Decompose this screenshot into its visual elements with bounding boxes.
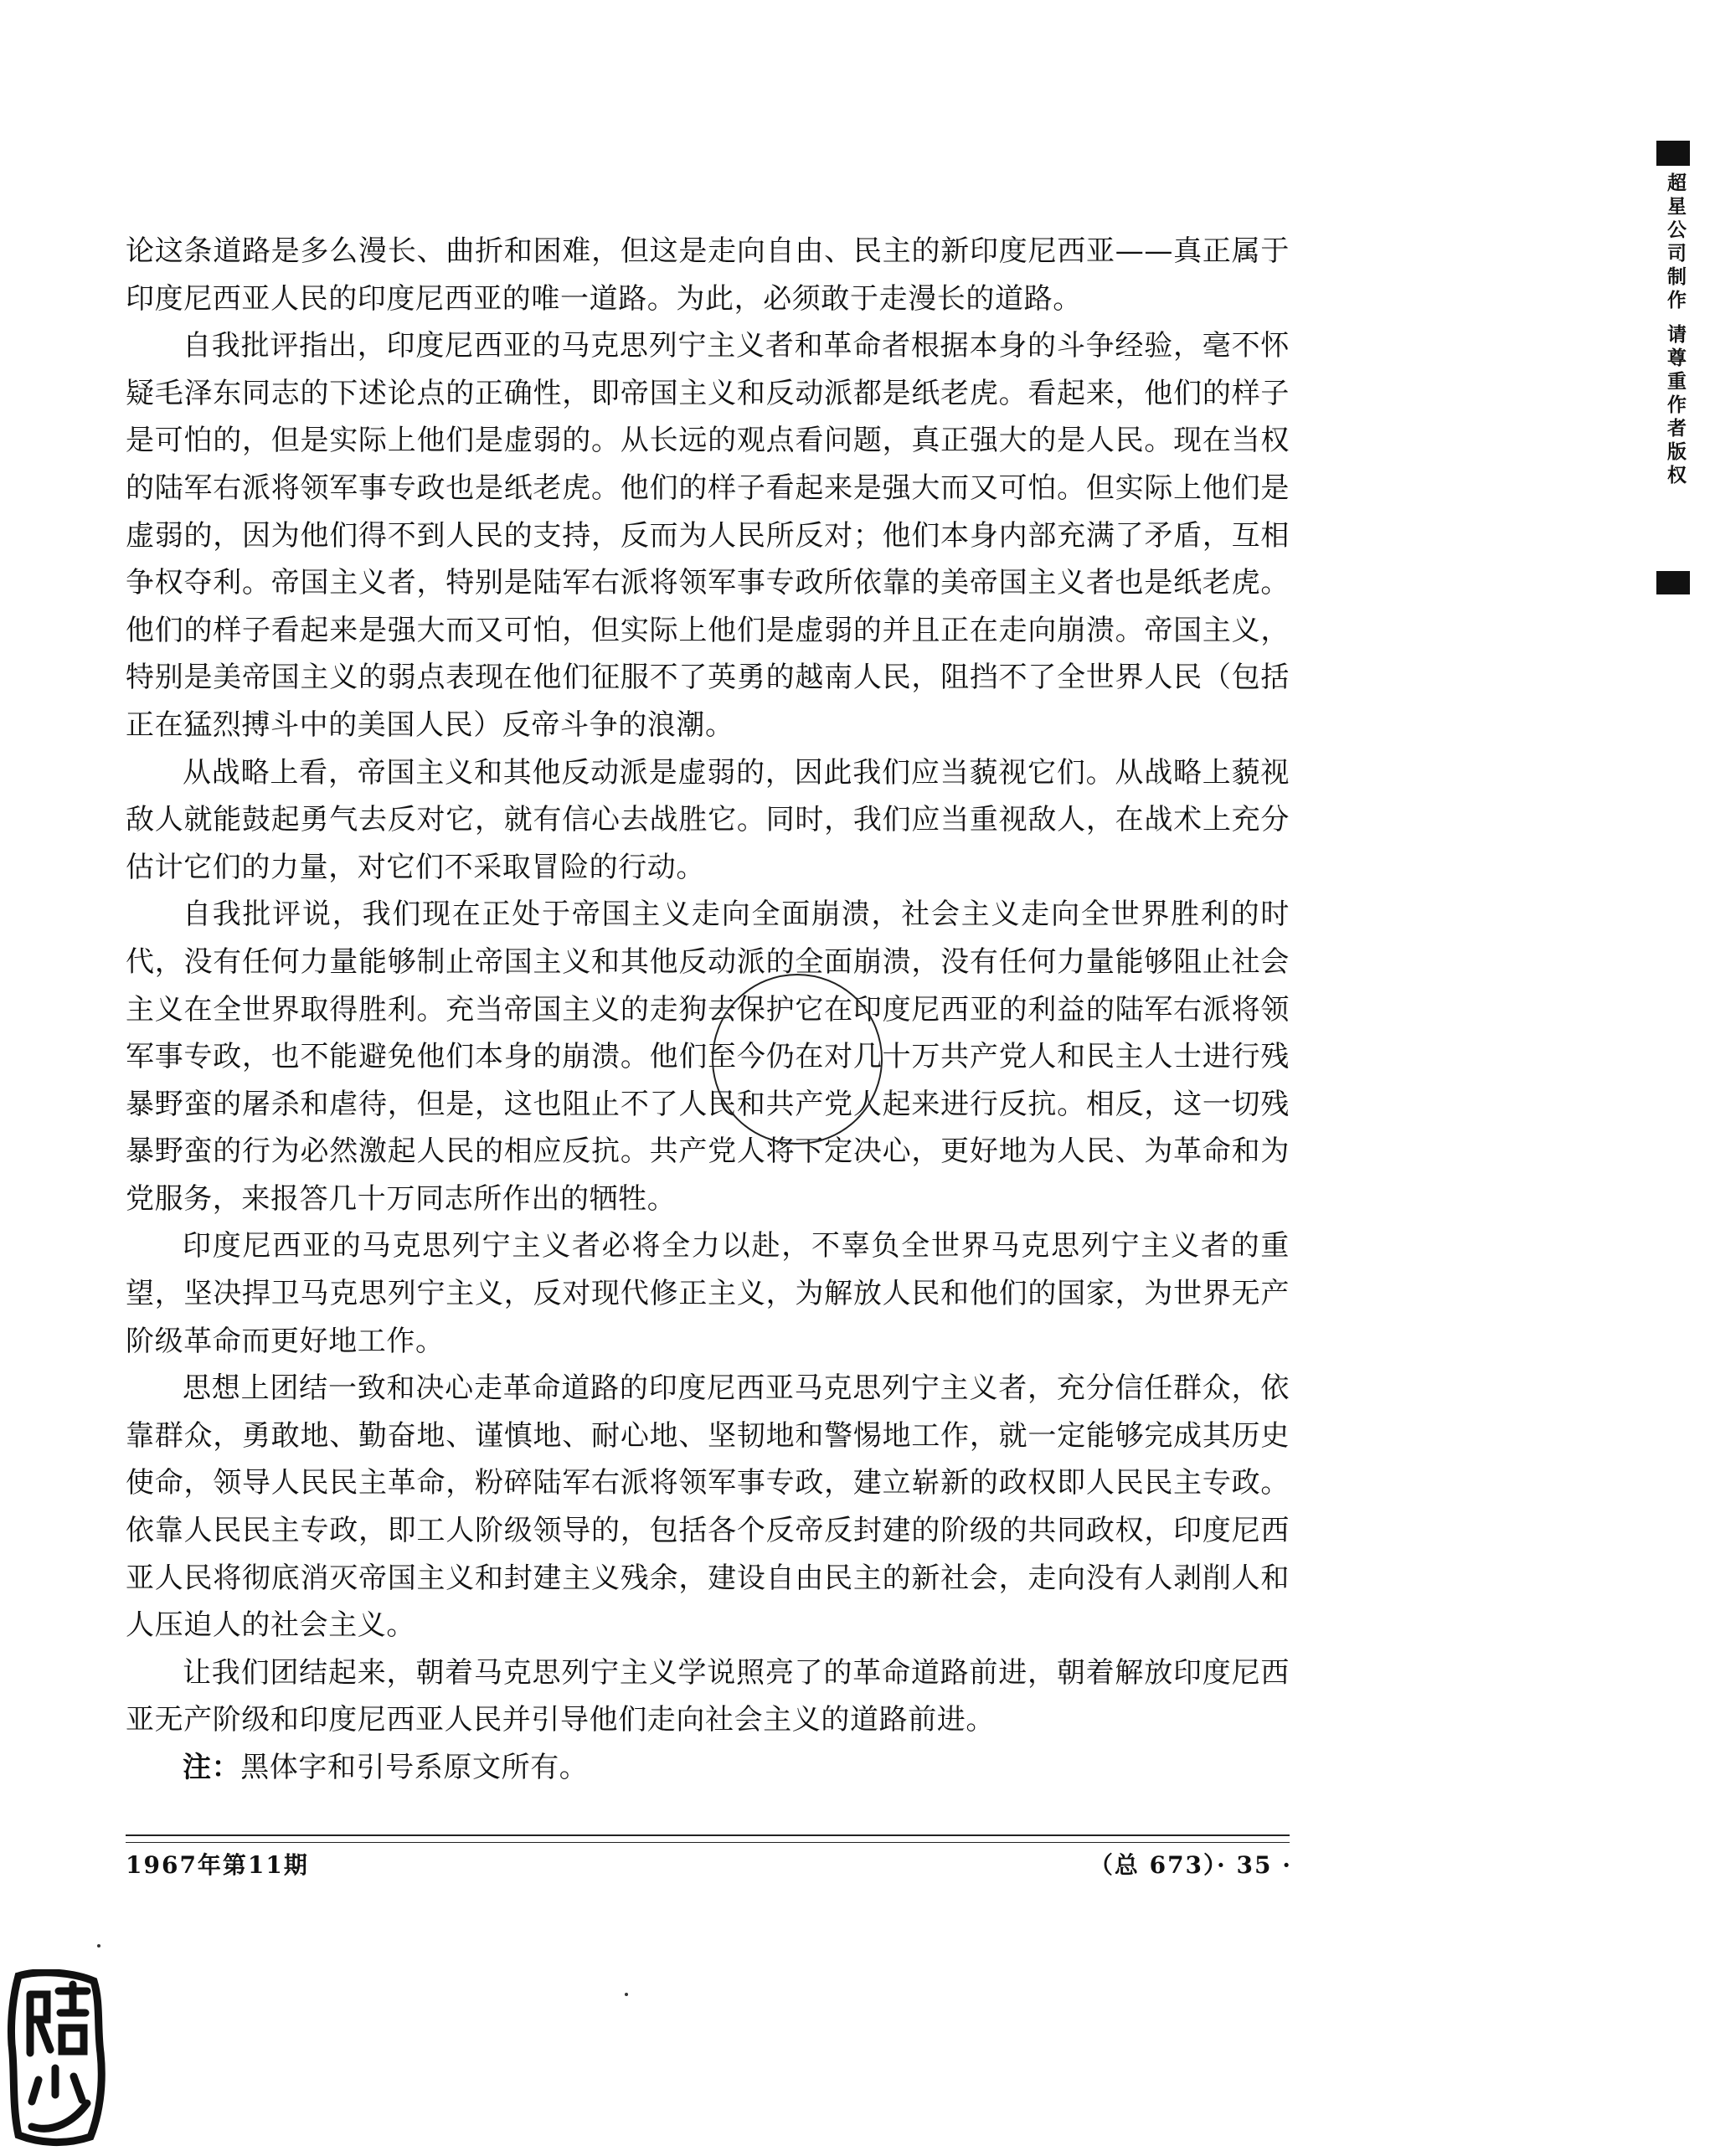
stamp-circle <box>712 974 883 1145</box>
paragraph-continued: 论这条道路是多么漫长、曲折和困难，但这是走向自由、民主的新印度尼西亚——真正属于印度尼西亚人民的印度尼西亚的唯一道路。为此，必须敢于走漫长的道路。 <box>126 234 1290 316</box>
note-label: 注： <box>183 1751 241 1784</box>
note <box>126 1744 1290 1792</box>
page-number: （总 673）· 35 · <box>1089 1851 1292 1879</box>
issue-label: 1967年第11期 <box>126 1851 309 1879</box>
note-text: 黑体字和引号系原文所有。 <box>240 1751 589 1784</box>
paragraph: 从战略上看，帝国主义和其他反动派是虚弱的，因此我们应当藐视它们。从战略上藐视敌人就能鼓起勇气去反对它，就有信心去战胜它。同时，我们应当重视敌人，在战术上充分估计它们的力量，对它们不采取冒险的行动。 <box>126 755 1290 884</box>
copyright-strip: 超星公司制作 请尊重作者版权 <box>1664 172 1686 489</box>
seal-stamp <box>7 1969 106 2147</box>
paragraph: 让我们团结起来，朝着马克思列宁主义学说照亮了的革命道路前进，朝着解放印度尼西亚无产阶级和印度尼西亚人民并引导他们走向社会主义的道路前进。 <box>126 1655 1290 1737</box>
paragraph: 自我批评说，我们现在正处于帝国主义走向全面崩溃，社会主义走向全世界胜利的时代，没有任何力量能够制止帝国主义和其他反动派的全面崩溃，没有任何力量能够阻止社会主义在全世界取得胜利。充当帝国主义的走狗去保护它在印度尼西亚的利益的陆军右派将领军事专政，也不能避免他们本身的崩溃。他们至今仍在对几十万共产党人和民主人士进行残暴野蛮的屠杀和虐待，但是，这也阻止不了人民和共产党人起来进行反抗。相反，这一切残暴野蛮的行为必然激起人民的相应反抗。共产党人将下定决心，更好地为人民、为革命和为党服务，来报答几十万同志所作出的牺牲。 <box>126 898 1290 1216</box>
paragraph: 印度尼西亚的马克思列宁主义者必将全力以赴，不辜负全世界马克思列宁主义者的重望，坚决捍卫马克思列宁主义，反对现代修正主义，为解放人民和他们的国家，为世界无产阶级革命而更好地工作。 <box>126 1229 1290 1358</box>
paragraph: 自我批评指出，印度尼西亚的马克思列宁主义者和革命者根据本身的斗争经验，毫不怀疑毛泽东同志的下述论点的正确性，即帝国主义和反动派都是纸老虎。看起来，他们的样子是可怕的，但是实际上他们是虚弱的。从长远的观点看问题，真正强大的是人民。现在当权的陆军右派将领军事专政也是纸老虎。他们的样子看起来是强大而又可怕。但实际上他们是虚弱的，因为他们得不到人民的支持，反而为人民所反对；他们本身内部充满了矛盾，互相争权夺利。帝国主义者，特别是陆军右派将领军事专政所依靠的美帝国主义者也是纸老虎。他们的样子看起来是强大而又可怕，但实际上他们是虚弱的并且正在走向崩溃。帝国主义，特别是美帝国主义的弱点表现在他们征服不了英勇的越南人民，阻挡不了全世界人民（包括正在猛烈搏斗中的美国人民）反帝斗争的浪潮。 <box>126 329 1290 742</box>
article-body <box>126 228 1290 1792</box>
footer-rule-thin <box>126 1842 1290 1843</box>
side-bar-bottom-marker <box>1656 571 1690 594</box>
footer-rule <box>126 1834 1290 1836</box>
scan-speck <box>97 1944 100 1948</box>
side-bar-top-marker <box>1656 141 1690 166</box>
scan-speck <box>625 1993 628 1996</box>
paragraph: 思想上团结一致和决心走革命道路的印度尼西亚马克思列宁主义者，充分信任群众，依靠群众，勇敢地、勤奋地、谨慎地、耐心地、坚韧地和警惕地工作，就一定能够完成其历史使命，领导人民民主革命，粉碎陆军右派将领军事专政，建立崭新的政权即人民民主专政。依靠人民民主专政，即工人阶级领导的，包括各个反帝反封建的阶级的共同政权，印度尼西亚人民将彻底消灭帝国主义和封建主义残余，建设自由民主的新社会，走向没有人剥削人和人压迫人的社会主义。 <box>126 1371 1290 1643</box>
